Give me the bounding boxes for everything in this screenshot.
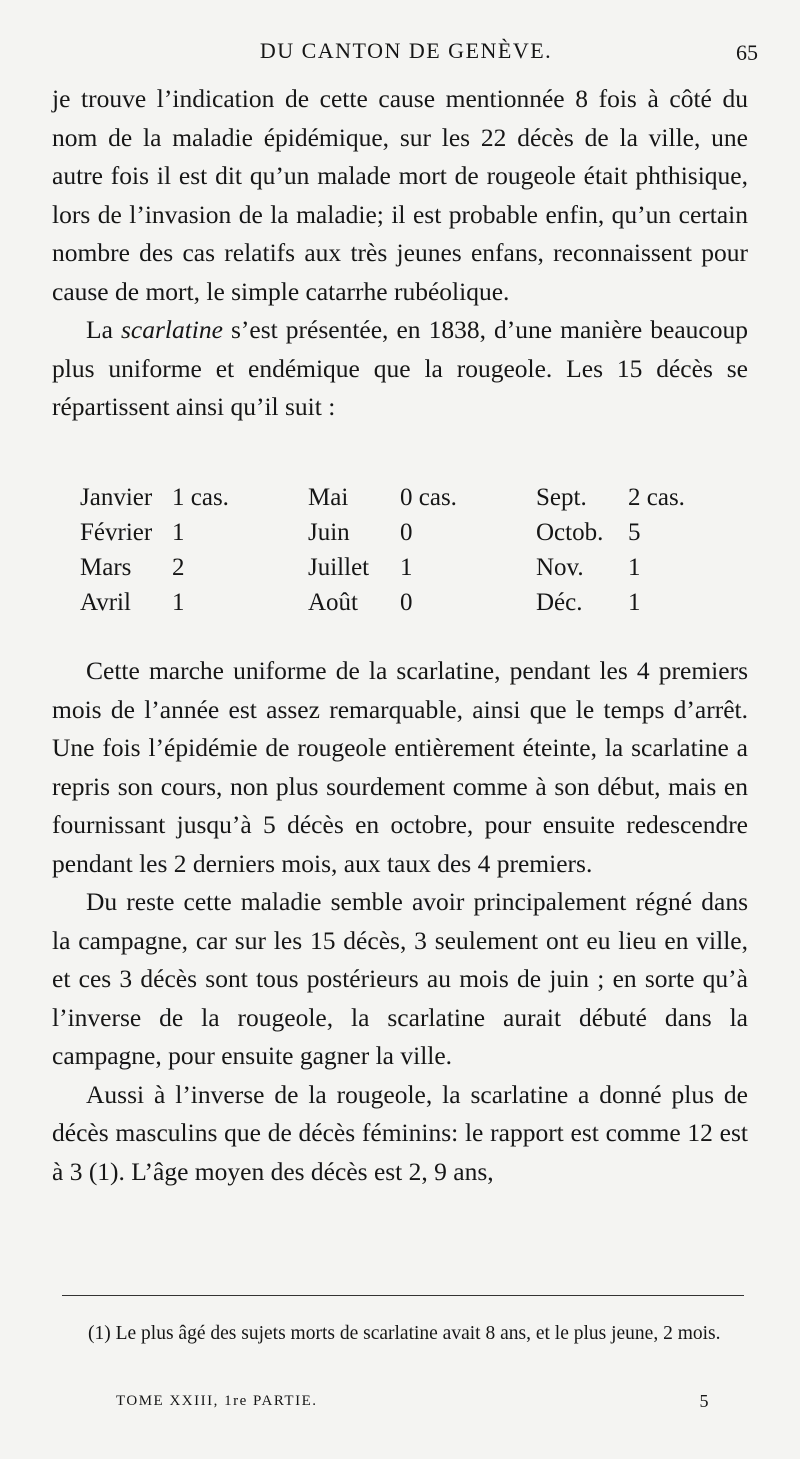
month-label: Mai — [308, 484, 349, 511]
death-count: 1 cas. — [172, 484, 229, 511]
footnote — [58, 1320, 748, 1348]
paragraph-2-rest: s’est présentée, en 1838, d’une manière beaucoup plus uniforme et endémique que la rougeole. Les 15 décès se répartissent ainsi qu’il suit : — [52, 315, 748, 421]
month-label: Mars — [80, 554, 132, 581]
death-count: 1 — [172, 519, 185, 546]
month-label: Février — [80, 519, 153, 546]
volume-signature: TOME XXIII, 1re PARTIE. — [116, 1393, 318, 1409]
table-cell — [80, 585, 308, 620]
month-label: Juin — [308, 519, 350, 546]
paragraph-1: je trouve l’indication de cette cause mentionnée 8 fois à côté du nom de la maladie épidémique, sur les 22 décès de la ville, une autre fois il est dit qu’un malade mort de rougeole était phthisique, lors de l’invasion de la maladie; il est probable enfin, qu’un certain nombre des cas relatifs aux très jeunes enfans, reconnaissent pour cause de mort, le simple catarrhe rubéolique. — [52, 84, 748, 306]
footnote-text: (1) Le plus âgé des sujets morts de scarlatine avait 8 ans, et le plus jeune, 2 mois. — [88, 1323, 721, 1344]
paragraph-2-start: La — [86, 315, 121, 344]
table-row — [80, 550, 730, 585]
death-count: 0 cas. — [400, 484, 457, 511]
page-header — [50, 38, 762, 74]
paragraph-5: Aussi à l’inverse de la rougeole, la scarlatine a donné plus de décès masculins que de décès féminins: le rapport est comme 12 est à 3 (1). L’âge moyen des décès est 2, 9 ans, — [52, 1079, 748, 1186]
death-count: 2 — [172, 554, 185, 581]
death-count: 1 — [628, 589, 641, 616]
death-count: 1 — [400, 554, 413, 581]
table-cell — [308, 585, 536, 620]
paragraph-2 — [52, 311, 748, 427]
table-row — [80, 515, 730, 550]
sheet-number: 5 — [699, 1391, 710, 1411]
table-cell — [80, 515, 308, 550]
death-count: 0 — [400, 519, 413, 546]
running-title: DU CANTON DE GENÈVE. — [259, 38, 553, 63]
month-label: Janvier — [80, 484, 153, 511]
month-label: Octob. — [536, 519, 604, 546]
death-count: 1 — [628, 554, 641, 581]
footnote-divider — [62, 1295, 744, 1296]
death-count: 2 cas. — [628, 484, 685, 511]
page-number: 65 — [736, 40, 758, 65]
paragraph-3: Cette marche uniforme de la scarlatine, pendant les 4 premiers mois de l’année est assez remarquable, ainsi que le temps d’arrêt. Une fois l’épidémie de rougeole entièrement éteinte, la scarlatine a repris son cours, non plus sourdement comme à son début, mais en fournissant jusqu’à 5 décès en octobre, pour ensuite redescendre pendant les 2 derniers mois, aux taux des 4 premiers. — [52, 656, 748, 878]
italic-term: scarlatine — [120, 315, 223, 344]
paragraph-4: Du reste cette maladie semble avoir principalement régné dans la campagne, car sur les 15 décès, 3 seulement ont eu lieu en ville, et ces 3 décès sont tous postérieurs au mois de juin ; en sorte qu’à l’inverse de la rougeole, la scarlatine aurait débuté dans la campagne, pour ensuite gagner la ville. — [52, 887, 748, 1070]
table-cell — [80, 550, 308, 585]
month-label: Déc. — [536, 589, 583, 616]
table-row — [80, 480, 730, 515]
table-cell — [308, 515, 536, 550]
monthly-deaths-table — [80, 480, 730, 620]
table-row — [80, 585, 730, 620]
table-cell — [536, 585, 738, 620]
body-text-bottom — [52, 652, 748, 1191]
table-cell — [536, 480, 738, 515]
death-count: 5 — [628, 519, 641, 546]
table-cell — [308, 480, 536, 515]
death-count: 1 — [172, 589, 185, 616]
month-label: Nov. — [536, 554, 584, 581]
table-cell — [536, 515, 738, 550]
month-label: Avril — [80, 589, 131, 616]
table-cell — [308, 550, 536, 585]
month-label: Juillet — [308, 554, 370, 581]
month-label: Sept. — [536, 484, 587, 511]
table-cell — [536, 550, 738, 585]
body-text-top — [52, 80, 748, 427]
death-count: 0 — [400, 589, 413, 616]
month-label: Août — [308, 589, 358, 616]
table-cell — [80, 480, 308, 515]
